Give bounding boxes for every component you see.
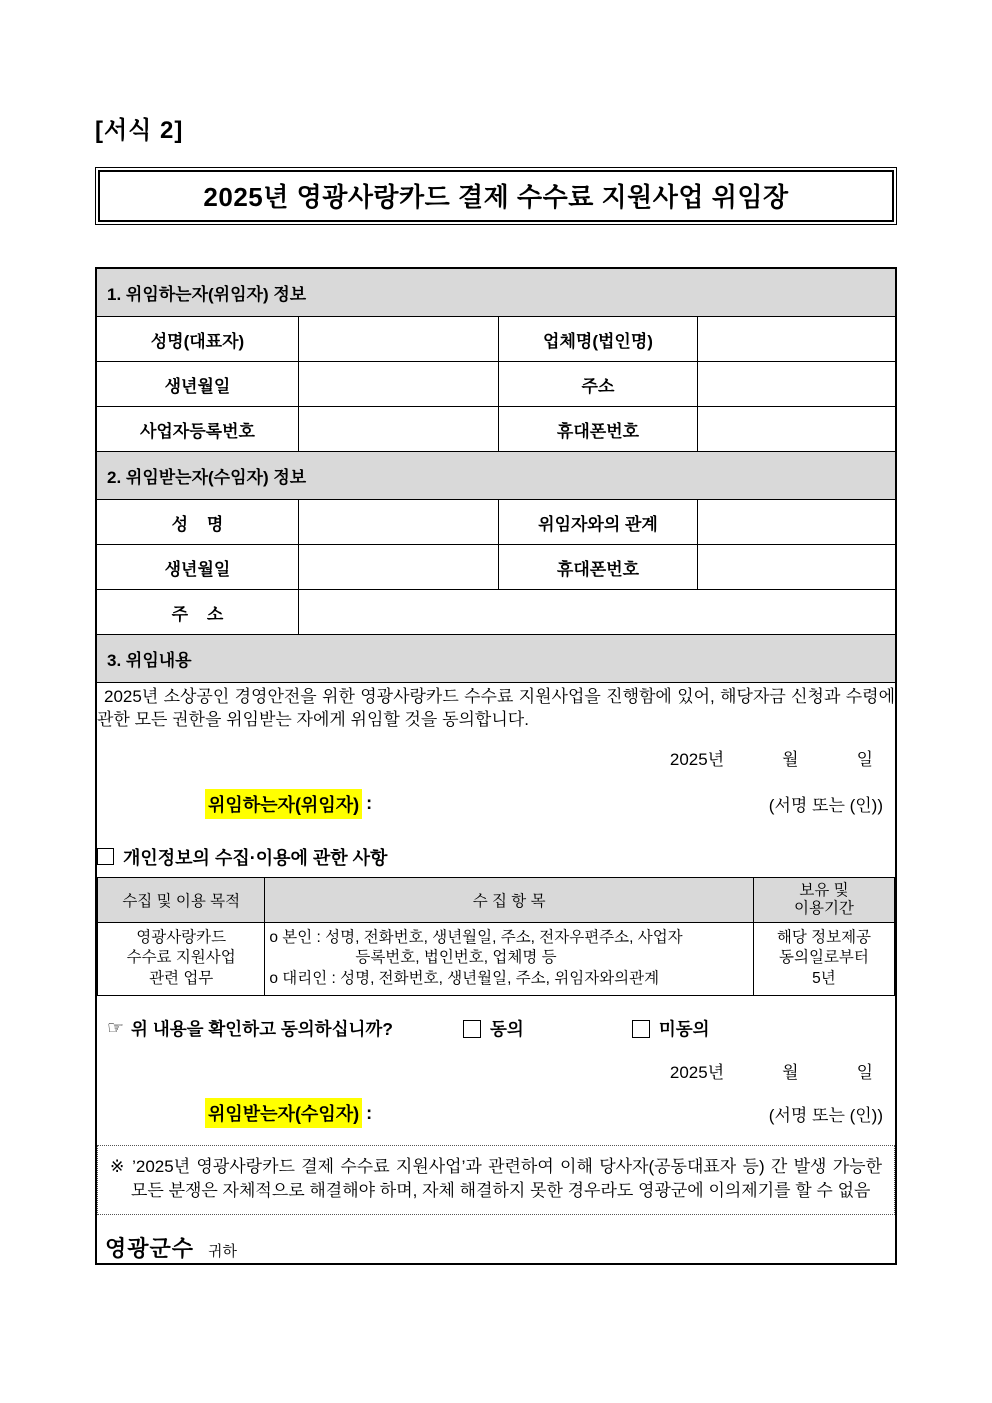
date-month: 월 [782,1063,799,1083]
table-row [96,683,896,1264]
table-row [96,500,896,545]
privacy-heading-text: 개인정보의 수집·이용에 관한 사항 [123,847,388,868]
retention-header-line2: 이용기간 [794,899,854,917]
page-title: 2025년 영광사랑카드 결제 수수료 지원사업 위임장 [203,182,789,212]
purpose-column-header: 수집 및 이용 목적 [98,877,265,922]
date-day: 일 [856,1063,873,1083]
retention-column-header [753,877,894,922]
colon-text: : [366,793,373,814]
dispute-note-text: ※ ’2025년 영광사랑카드 결제 수수료 지원사업’과 관련하여 이해 당사자(공동대표자 등) 간 발생 가능한 모든 분쟁은 자체적으로 해결해야 하며, 자체 해결하지 못한 경우라도 영광군에 이의제기를 할 수 없음 [110,1157,882,1201]
delegation-statement: 2025년 소상공인 경영안전을 위한 영광사랑카드 수수료 지원사업을 진행함에 있어, 해당자금 신청과 수령에 관한 모든 권한을 위임받는 자에게 위임할 것을 동의합니다. [97,687,895,730]
consent-question-row [97,1016,895,1041]
dispute-note-box [97,1145,895,1214]
table-row [96,317,896,362]
table-row [96,590,896,635]
sign-or-seal-note: (서명 또는 (인)) [768,796,883,816]
collection-purpose-cell [98,922,265,996]
sign-or-seal-note: (서명 또는 (인)) [768,1105,883,1125]
section2-title: 2. 위임받는자(수임자) 정보 [96,452,896,500]
items-column-header: 수 집 항 목 [265,877,754,922]
consent-question-text: 위 내용을 확인하고 동의하십니까? [131,1019,393,1040]
delegatee-signature-label: 위임받는자(수임자) [205,1098,362,1128]
delegator-address-field[interactable] [698,362,896,407]
disagree-checkbox[interactable] [632,1020,650,1038]
collection-items-cell [265,922,754,996]
delegator-signature-label: 위임하는자(위임자) [205,789,362,819]
delegator-signature-row [97,789,895,819]
section1-title: 1. 위임하는자(위임자) 정보 [96,268,896,317]
agree-option [463,1016,524,1041]
retention-header-line1: 보유 및 [799,881,849,899]
items-line-self: o 본인 : 성명, 전화번호, 생년월일, 주소, 전자우편주소, 사업자 [269,928,683,946]
title-box [95,167,897,225]
delegator-phone-field[interactable] [698,407,896,452]
agree-label: 동의 [490,1019,524,1040]
delegatee-birthdate-label: 생년월일 [96,545,298,590]
date-year: 2025년 [669,1063,725,1083]
addressee-name: 영광군수 [105,1235,195,1261]
addressee-row [97,1232,895,1263]
section3-title: 3. 위임내용 [96,635,896,683]
company-name-field[interactable] [698,317,896,362]
date-day: 일 [856,749,873,769]
disagree-label: 미동의 [658,1019,710,1040]
delegatee-address-field[interactable] [298,590,896,635]
delegator-address-label: 주소 [498,362,697,407]
delegatee-phone-field[interactable] [698,545,896,590]
checkbox-square-icon [97,848,114,865]
privacy-header-row [98,877,895,922]
table-row [96,545,896,590]
delegator-date-line [97,745,895,770]
delegatee-signature-row [97,1098,895,1128]
delegatee-phone-label: 휴대폰번호 [498,545,697,590]
form-tag: [서식 2] [95,117,184,144]
privacy-data-row [98,922,895,996]
delegator-name-label: 성명(대표자) [96,317,298,362]
retention-line: 동의일로부터 [779,949,869,967]
purpose-line: 관련 업무 [149,970,214,988]
delegatee-name-field[interactable] [298,500,498,545]
date-year: 2025년 [669,749,725,769]
delegator-birthdate-label: 생년월일 [96,362,298,407]
delegatee-name-label: 성 명 [96,500,298,545]
delegatee-birthdate-field[interactable] [298,545,498,590]
business-number-label: 사업자등록번호 [96,407,298,452]
retention-line: 해당 정보제공 [776,928,872,946]
document-page [95,0,897,1265]
section3-content-cell [96,683,896,1264]
delegatee-address-label: 주 소 [96,590,298,635]
disagree-option [632,1016,710,1041]
delegatee-date-line [97,1058,895,1083]
retention-period-cell [753,922,894,996]
items-line-proxy: o 대리인 : 성명, 전화번호, 생년월일, 주소, 위임자와의관계 [269,970,660,988]
items-line-continued: 등록번호, 법인번호, 업체명 등 [355,949,557,967]
date-month: 월 [782,749,799,769]
table-row [96,362,896,407]
pointing-hand-icon: ☞ [107,1018,125,1040]
purpose-line: 수수료 지원사업 [126,949,236,967]
relationship-field[interactable] [698,500,896,545]
section2-header-row [96,452,896,500]
retention-line: 5년 [812,970,836,988]
delegator-phone-label: 휴대폰번호 [498,407,697,452]
section1-header-row [96,268,896,317]
colon-text: : [366,1102,373,1123]
agree-checkbox[interactable] [463,1020,481,1038]
purpose-line: 영광사랑카드 [136,928,227,946]
delegation-form-table [95,267,897,1265]
delegator-name-field[interactable] [298,317,498,362]
addressee-honorific: 귀하 [208,1242,237,1260]
privacy-heading-row [97,844,895,870]
title-inner-border [98,170,894,222]
privacy-table [97,877,895,996]
company-name-label: 업체명(법인명) [498,317,697,362]
section3-header-row [96,635,896,683]
delegator-birthdate-field[interactable] [298,362,498,407]
table-row [96,407,896,452]
business-number-field[interactable] [298,407,498,452]
relationship-label: 위임자와의 관계 [498,500,697,545]
